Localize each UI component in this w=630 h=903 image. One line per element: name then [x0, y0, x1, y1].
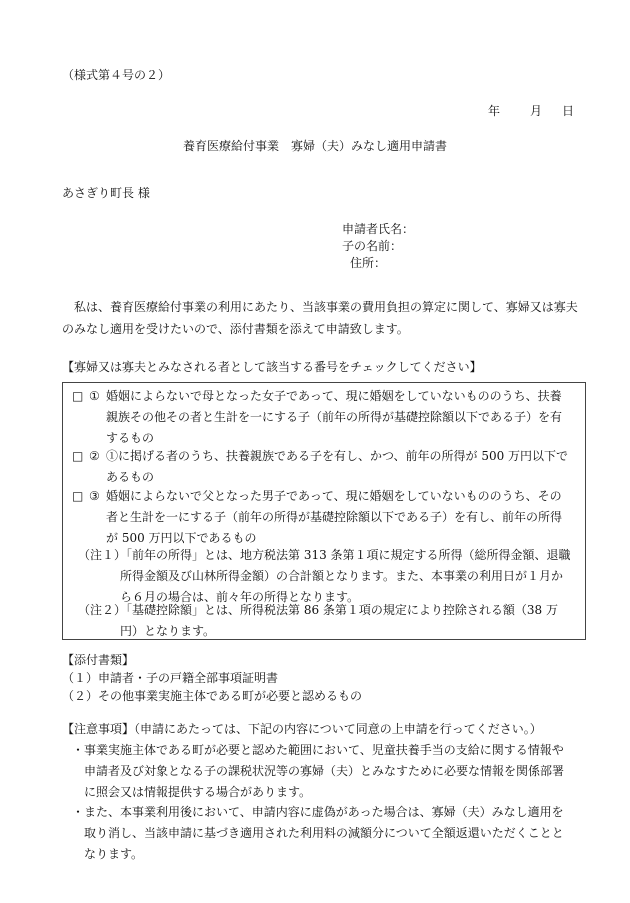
caution-text: 事業実施主体である町が必要と認めた範囲において、児童扶養手当の支給に関する情報や申請者及び対象となる子の課税状況等の寡婦（夫）とみなすために必要な情報を関係部署に照会又は情報提供する場合があります。 [84, 743, 565, 799]
option-number: ③ [89, 489, 100, 503]
checkbox-1[interactable]: □ [72, 389, 84, 403]
option-3[interactable] [72, 486, 570, 549]
note-text: 「前年の所得」とは、地方税法第 313 条第１項に規定する所得（総所得金額、退職所得金額及び山林所得金額）の合計額となります。また、本事業の利用日が１月から６月の場合は、前々年の所得となります。 [120, 548, 571, 604]
cautions-heading: 【注意事項】（申請にあたっては、下記の内容について同意の上申請を行ってください。） [62, 722, 542, 736]
attachment-item-1: （１）申請者・子の戸籍全部事項証明書 [62, 671, 279, 685]
date-line [488, 102, 574, 119]
attachment-item-2: （２）その他事業実施主体である町が必要と認めるもの [62, 689, 363, 703]
child-name-label: 子の名前： [342, 239, 403, 253]
checkbox-3[interactable]: □ [72, 489, 84, 503]
note-text: 「基礎控除額」とは、所得税法第 86 条第１項の規定により控除される額（38 万円）となります。 [120, 603, 558, 638]
bullet-icon: ・ [72, 805, 85, 819]
date-month-label: 月 [530, 104, 543, 118]
form-number: （様式第４号の２） [62, 68, 171, 82]
option-number: ② [89, 449, 100, 463]
intro-paragraph: 私は、養育医療給付事業の利用にあたり、当該事業の費用負担の算定に関して、寡婦又は寡夫のみなし適用を受けたいので、添付書類を添えて申請致します。 [62, 300, 578, 336]
caution-item-1 [72, 740, 572, 803]
attachments-heading: 【添付書類】 [62, 653, 135, 667]
document-title: 養育医療給付事業 寡婦（夫）みなし適用申請書 [182, 139, 447, 153]
bullet-icon: ・ [72, 743, 85, 757]
checklist-heading: 【寡婦又は寡夫とみなされる者として該当する番号をチェックしてください】 [62, 360, 482, 374]
note-2 [78, 600, 572, 642]
addressee: あさぎり町長 様 [62, 186, 150, 200]
note-label: （注１） [78, 548, 127, 562]
date-year-label: 年 [488, 104, 501, 118]
option-text: 婚姻によらないで父となった男子であって、現に婚姻をしていないもののうち、その者と生計を一にする子（前年の所得が基礎控除額以下である子）を有し、前年の所得が 500 万円以下であるもの [106, 489, 563, 545]
date-day-label: 日 [562, 104, 575, 118]
option-2[interactable] [72, 446, 570, 488]
option-number: ① [89, 389, 100, 403]
applicant-name-label: 申請者氏名： [342, 222, 415, 236]
caution-item-2 [72, 802, 572, 865]
option-text: ①に掲げる者のうち、扶養親族である子を有し、かつ、前年の所得が 500 万円以下であるもの [106, 449, 569, 484]
option-1[interactable] [72, 386, 570, 449]
note-1 [78, 545, 572, 608]
note-label: （注２） [78, 603, 127, 617]
address-label: 住所： [350, 256, 387, 270]
checkbox-2[interactable]: □ [72, 449, 84, 463]
option-text: 婚姻によらないで母となった女子であって、現に婚姻をしていないもののうち、扶養親族その他その者と生計を一にする子（前年の所得が基礎控除額以下である子）を有するもの [106, 389, 563, 445]
caution-text: また、本事業利用後において、申請内容に虚偽があった場合は、寡婦（夫）みなし適用を取り消し、当該申請に基づき適用された利用料の減額分について全額返還いただくこととなります。 [84, 805, 564, 861]
